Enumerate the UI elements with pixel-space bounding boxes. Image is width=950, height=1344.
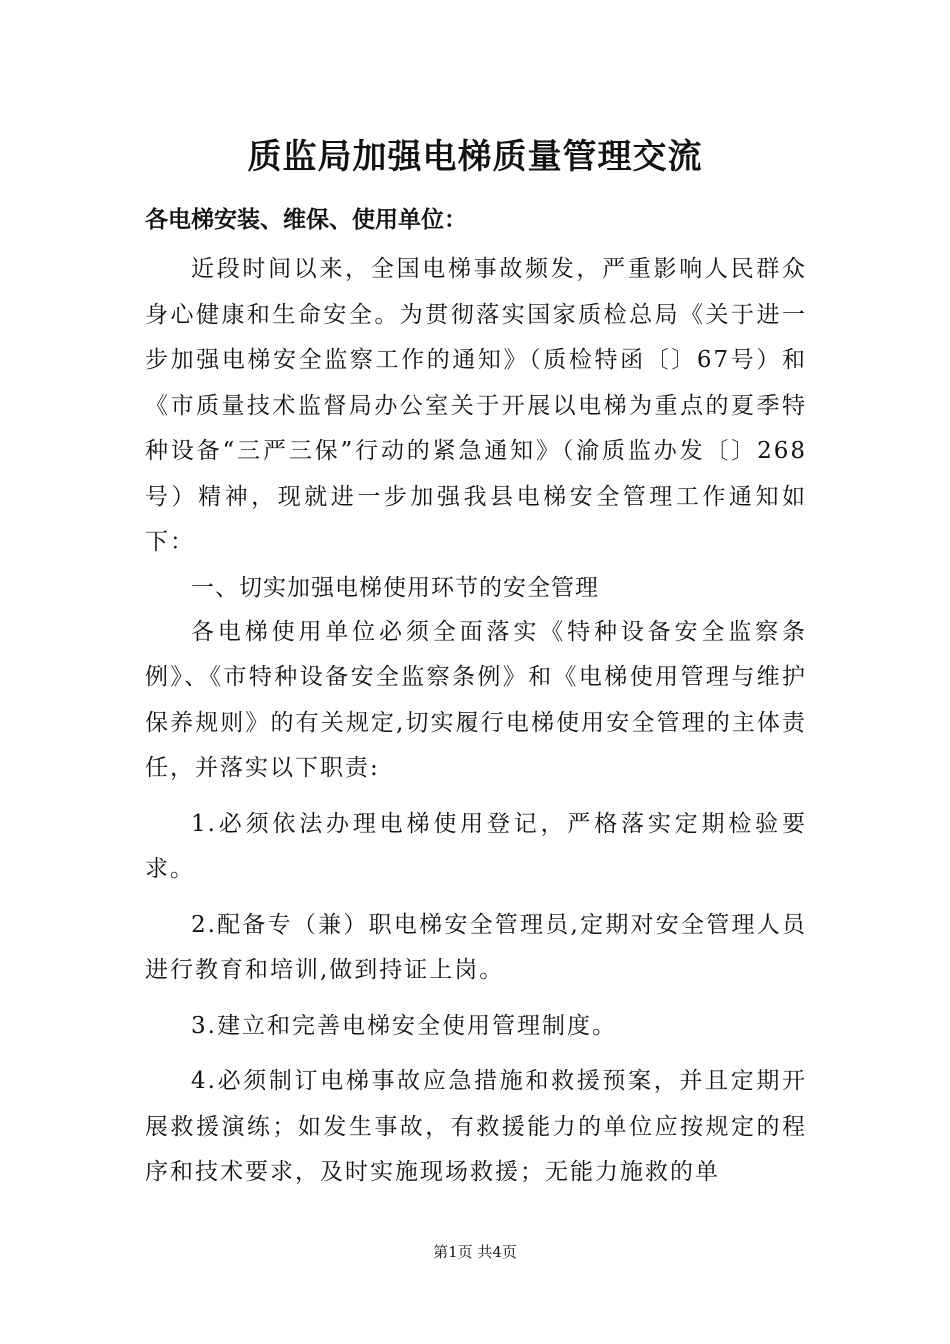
spacer: [145, 893, 807, 903]
section-heading-1: 一、切实加强电梯使用环节的安全管理: [191, 574, 599, 601]
spacer: [145, 1049, 807, 1059]
intro-paragraph: 近段时间以来，全国电梯事故频发，严重影响人民群众身心健康和生命安全。为贯彻落实国家质检总局《关于进一步加强电梯安全监察工作的通知》（质检特函〔〕67号）和《市质量技术监督局办公室关于开展以电梯为重点的夏季特种设备“三严三保”行动的紧急通知》（渝质监办发〔〕268号）精神，现就进一步加强我县电梯安全管理工作通知如下：: [145, 256, 807, 555]
spacer: [145, 792, 807, 802]
salutation: 各电梯安装、维保、使用单位：: [145, 207, 467, 233]
list-item-2: 2.配备专（兼）职电梯安全管理员,定期对安全管理人员进行教育和培训,做到持证上岗。: [145, 911, 807, 983]
page-footer: 第1页 共4页: [433, 1243, 517, 1261]
list-item-1: 1.必须依法办理电梯使用登记，严格落实定期检验要求。: [145, 810, 807, 882]
list-item-3: 3.建立和完善电梯安全使用管理制度。: [191, 1012, 617, 1039]
spacer: [145, 994, 807, 1004]
document-body: [145, 247, 807, 1196]
section-1-paragraph: 各电梯使用单位必须全面落实《特种设备安全监察条例》、《市特种设备安全监察条例》和《电梯使用管理与维护保养规则》的有关规定,切实履行电梯使用安全管理的主体责任，并落实以下职责:: [145, 618, 807, 781]
list-item-4: 4.必须制订电梯事故应急措施和救援预案，并且定期开展救援演练；如发生事故，有救援能力的单位应按规定的程序和技术要求，及时实施现场救援；无能力施救的单: [145, 1068, 807, 1185]
document-title: 质监局加强电梯质量管理交流: [247, 137, 703, 177]
